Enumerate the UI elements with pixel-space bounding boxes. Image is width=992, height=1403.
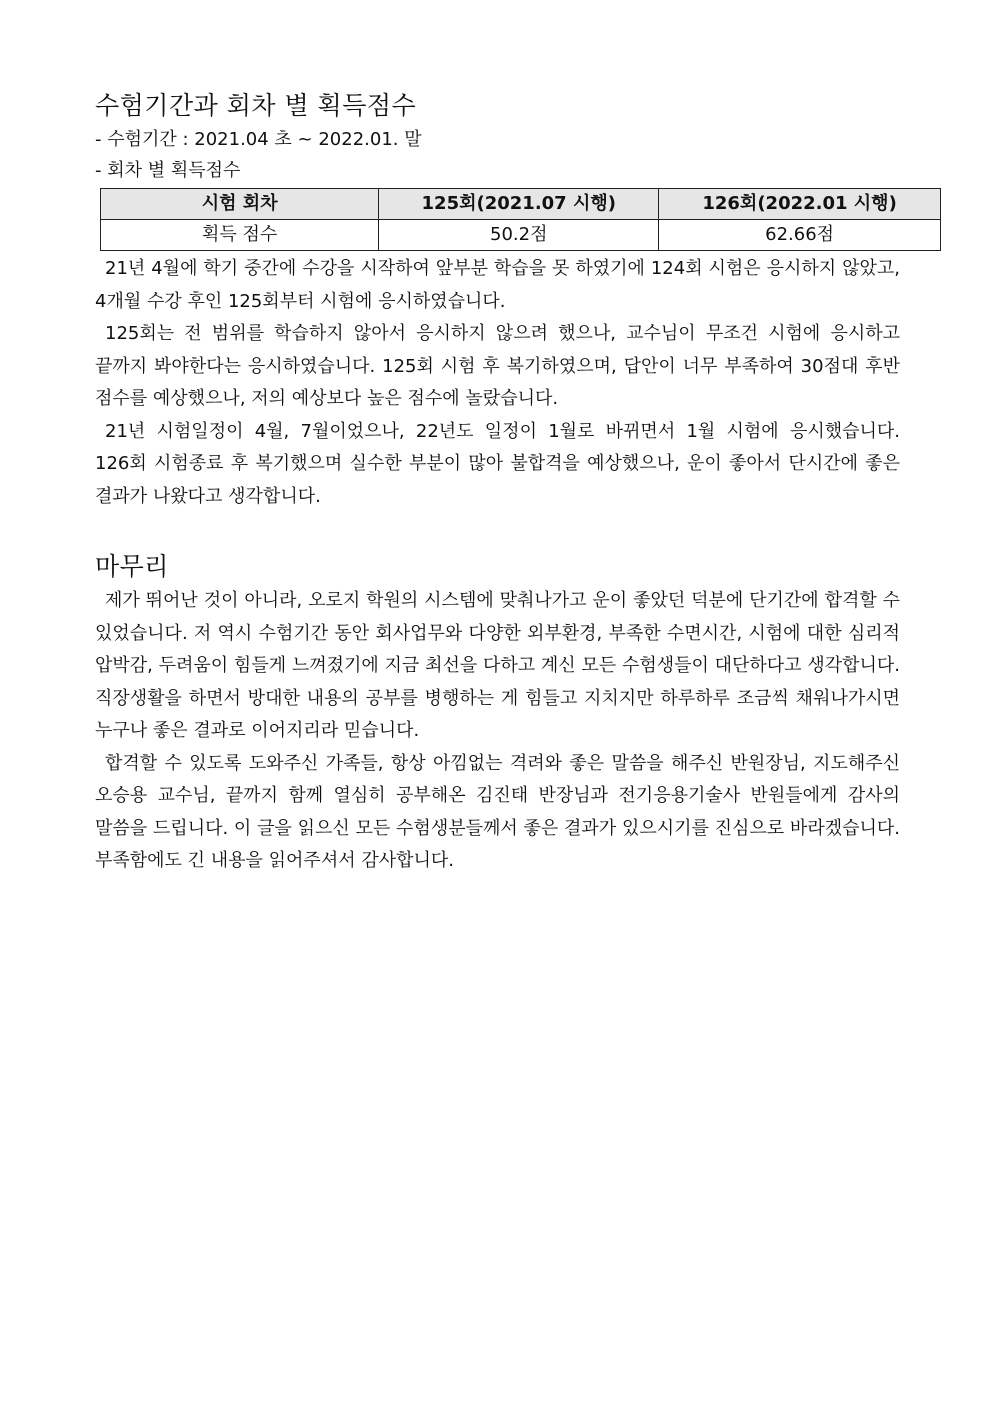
body-paragraph: 합격할 수 있도록 도와주신 가족들, 항상 아낌없는 격려와 좋은 말씀을 해주신 반원장님, 지도해주신 오승용 교수님, 끝까지 함께 열심히 공부해온 김진태 반장님과 전기응용기술사 반원들에게 감사의 말씀을 드립니다. 이 글을 읽으신 모든 수험생분들께서 좋은 결과가 있으시기를 진심으로 바라겠습니다. 부족함에도 긴 내용을 읽어주셔서 감사합니다. (95, 752, 900, 871)
body-paragraph: 21년 시험일정이 4월, 7월이었으나, 22년도 일정이 1월로 바뀌면서 1월 시험에 응시했습니다. 126회 시험종료 후 복기했으며 실수한 부분이 많아 불합격을 예상했으나, 운이 좋아서 단시간에 좋은 결과가 나왔다고 생각합니다. (95, 420, 900, 507)
exam-period-line: - 수험기간 : 2021.04 초 ~ 2022.01. 말 (95, 129, 422, 150)
score-table (100, 188, 941, 251)
section-title-closing: 마무리 (95, 552, 169, 581)
table-header-cell: 126회(2022.01 시행) (659, 189, 941, 220)
document-page (95, 88, 900, 878)
table-row (101, 220, 941, 251)
scores-label-line: - 회차 별 획득점수 (95, 160, 241, 181)
table-header-row (101, 189, 941, 220)
table-header-cell: 125회(2021.07 시행) (379, 189, 659, 220)
table-cell: 50.2점 (379, 220, 659, 251)
section-spacer (95, 513, 900, 549)
body-paragraph: 제가 뛰어난 것이 아니라, 오로지 학원의 시스템에 맞춰나가고 운이 좋았던 덕분에 단기간에 합격할 수 있었습니다. 저 역시 수험기간 동안 회사업무와 다양한 외부환경, 부족한 수면시간, 시험에 대한 심리적 압박감, 두려움이 힘들게 느껴졌기에 지금 최선을 다하고 계신 모든 수험생들이 대단하다고 생각합니다. 직장생활을 하면서 방대한 내용의 공부를 병행하는 게 힘들고 지치지만 하루하루 조금씩 채워나가시면 누구나 좋은 결과로 이어지리라 믿습니다. (95, 590, 900, 741)
body-paragraph: 21년 4월에 학기 중간에 수강을 시작하여 앞부분 학습을 못 하였기에 124회 시험은 응시하지 않았고, 4개월 수강 후인 125회부터 시험에 응시하였습니다. (95, 258, 900, 312)
table-cell: 획득 점수 (101, 220, 379, 251)
table-cell: 62.66점 (659, 220, 941, 251)
body-paragraph: 125회는 전 범위를 학습하지 않아서 응시하지 않으려 했으나, 교수님이 무조건 시험에 응시하고 끝까지 봐야한다는 응시하였습니다. 125회 시험 후 복기하였으며, 답안이 너무 부족하여 30점대 후반 점수를 예상했으나, 저의 예상보다 높은 점수에 놀랐습니다. (95, 323, 900, 409)
section-title-scores: 수험기간과 회차 별 획득점수 (95, 91, 417, 120)
table-header-cell: 시험 회차 (101, 189, 379, 220)
